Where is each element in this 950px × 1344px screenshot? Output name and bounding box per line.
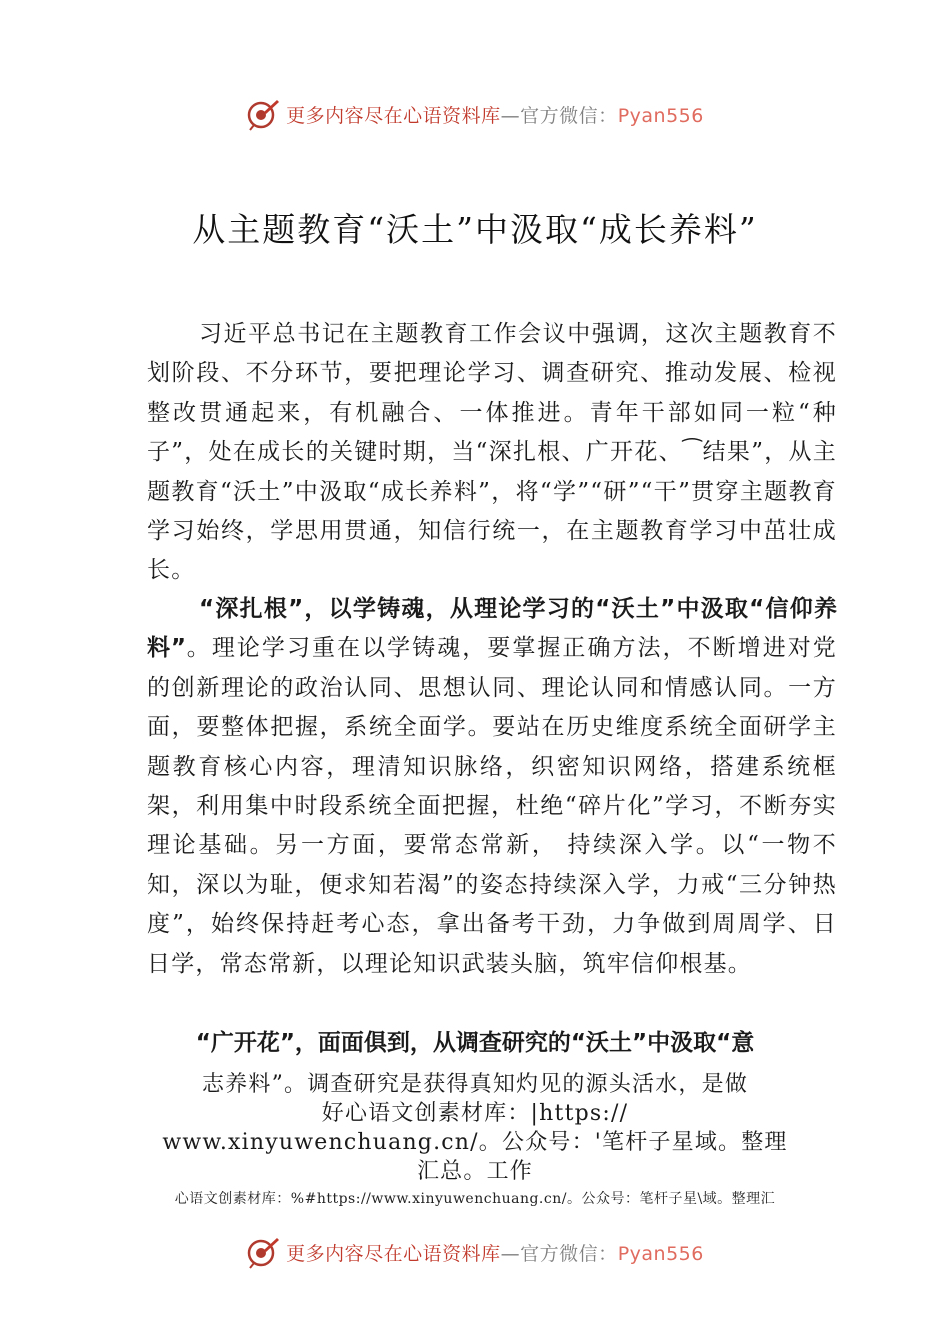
header-banner — [0, 94, 950, 134]
footer-banner-dash: — — [500, 1242, 521, 1265]
paragraph-1: 习近平总书记在主题教育工作会议中强调，这次主题教育不划阶段、不分环节，要把理论学习、调查研究、推动发展、检视整改贯通起来，有机融合、一体推进。青年干部如同一粒“种子”，处在成长的关键时期，当“深扎根、广开花、⁀结果”，从主题教育“沃土”中汲取“成长养料”，将“学”“研”“干”贯穿主题教育学习始终，学思用贯通，知信行统一，在主题教育学习中茁壮成长。 — [147, 321, 837, 584]
banner-main-text: 更多内容尽在心语资料库 — [286, 104, 501, 127]
paragraph-2 — [147, 590, 837, 984]
paragraph-2-lead: “深扎根”，以学铸魂，从理论学习的“沃土”中汲取“信仰养料” — [147, 596, 837, 662]
banner-text — [286, 101, 704, 128]
footer-small-text: 心语文创素材库：%#https://www.xinyuwenchuang.cn/。公众号：笔杆子星\域。整理汇 — [174, 1191, 776, 1207]
center-line-1: 志养料”。调查研究是获得真知灼见的源头活水，是做 — [201, 1072, 749, 1097]
footer-banner-wechat-id: Pyan556 — [617, 1242, 704, 1265]
banner-dash: — — [500, 104, 521, 127]
pen-logo-icon — [246, 97, 280, 131]
footer-banner — [0, 1232, 950, 1272]
footer-banner-text — [286, 1239, 704, 1266]
center-line-2: 好心语文创素材库：|https:// — [321, 1101, 629, 1126]
center-line-3: www.xinyuwenchuang.cn/。公众号：'笔杆子星域。整理 — [162, 1130, 788, 1155]
document-title: 从主题教育“沃土”中汲取“成长养料” — [192, 210, 758, 249]
footer-banner-main-text: 更多内容尽在心语资料库 — [286, 1242, 501, 1265]
center-line-4: 汇总。工作 — [416, 1159, 533, 1184]
section-heading-3: “广开花”，面面俱到，从调查研究的“沃土”中汲取“意 — [195, 1030, 755, 1056]
paragraph-2-body: 。理论学习重在以学铸魂，要掌握正确方法，不断增进对党的创新理论的政治认同、思想认同、理论认同和情感认同。一方面，要整体把握，系统全面学。要站在历史维度系统全面研学主题教育核心内容，理清知识脉络，织密知识网络，搭建系统框架，利用集中时段系统全面把握，杜绝“碎片化”学习，不断夯实理论基础。另一方面，要常态常新， 持续深入学。以“一物不知，深以为耻，便求知若渴”的姿态持续深入学，力戒“三分钟热度”，始终保持赶考心态，拿出备考干劲，力争做到周周学、日日学，常态常新，以理论知识武装头脑，筑牢信仰根基。 — [147, 635, 838, 977]
pen-logo-icon — [246, 1235, 280, 1269]
footer-banner-wechat-label: 官方微信： — [520, 1242, 618, 1265]
banner-wechat-id: Pyan556 — [617, 104, 704, 127]
center-text-block — [120, 1070, 830, 1186]
banner-wechat-label: 官方微信： — [520, 104, 618, 127]
